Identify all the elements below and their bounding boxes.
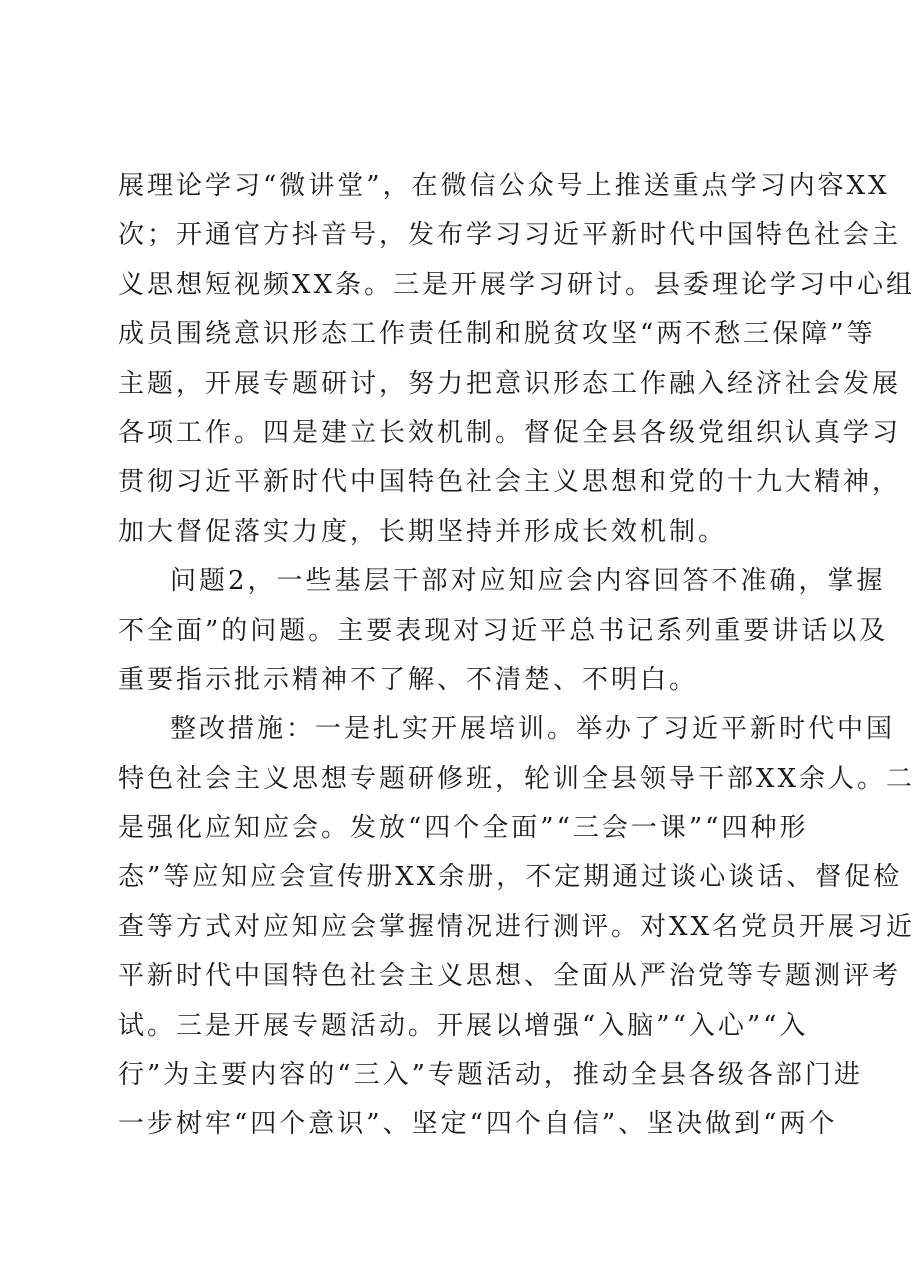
- text-line: 重要指示批示精神不了解、不清楚、不明白。: [118, 664, 699, 695]
- paragraph-start-line: 整改措施：一是扎实开展培训。举办了习近平新时代中国: [170, 714, 896, 745]
- text-line: 义思想短视频XX条。三是开展学习研讨。县委理论学习中心组: [118, 269, 915, 300]
- text-line: 贯彻习近平新时代中国特色社会主义思想和党的十九大精神，: [118, 467, 902, 498]
- text-line: 平新时代中国特色社会主义思想、全面从严治党等专题测评考: [118, 961, 902, 992]
- text-line: 特色社会主义思想专题研修班，轮训全县领导干部XX余人。二: [118, 763, 915, 794]
- text-line: 次；开通官方抖音号，发布学习习近平新时代中国特色社会主: [118, 220, 902, 251]
- text-line: 不全面”的问题。主要表现对习近平总书记系列重要讲话以及: [118, 615, 889, 646]
- text-line: 加大督促落实力度，长期坚持并形成长效机制。: [118, 516, 728, 547]
- document-body: [118, 162, 915, 1150]
- text-line: 成员围绕意识形态工作责任制和脱贫攻坚“两不愁三保障”等: [118, 319, 876, 350]
- text-line: 展理论学习“微讲堂”，在微信公众号上推送重点学习内容XX: [118, 171, 890, 201]
- text-line: 态”等应知应会宣传册XX余册，不定期通过谈心谈话、督促检: [118, 862, 903, 893]
- text-line: 各项工作。四是建立长效机制。督促全县各级党组织认真学习: [118, 417, 902, 448]
- text-line: 查等方式对应知应会掌握情况进行测评。对XX名党员开展习近: [118, 911, 915, 942]
- text-line: 一步树牢“四个意识”、坚定“四个自信”、坚决做到“两个: [118, 1109, 838, 1140]
- text-line: 试。三是开展专题活动。开展以增强“入脑”“入心”“入: [118, 1010, 809, 1041]
- text-line: 行”为主要内容的“三入”专题活动，推动全县各级各部门进: [118, 1060, 863, 1091]
- text-line: 主题，开展专题研讨，努力把意识形态工作融入经济社会发展: [118, 368, 902, 399]
- paragraph-start-line: 问题2，一些基层干部对应知应会内容回答不准确，掌握: [170, 566, 886, 597]
- text-line: 是强化应知应会。发放“四个全面”“三会一课”“四种形: [118, 813, 809, 844]
